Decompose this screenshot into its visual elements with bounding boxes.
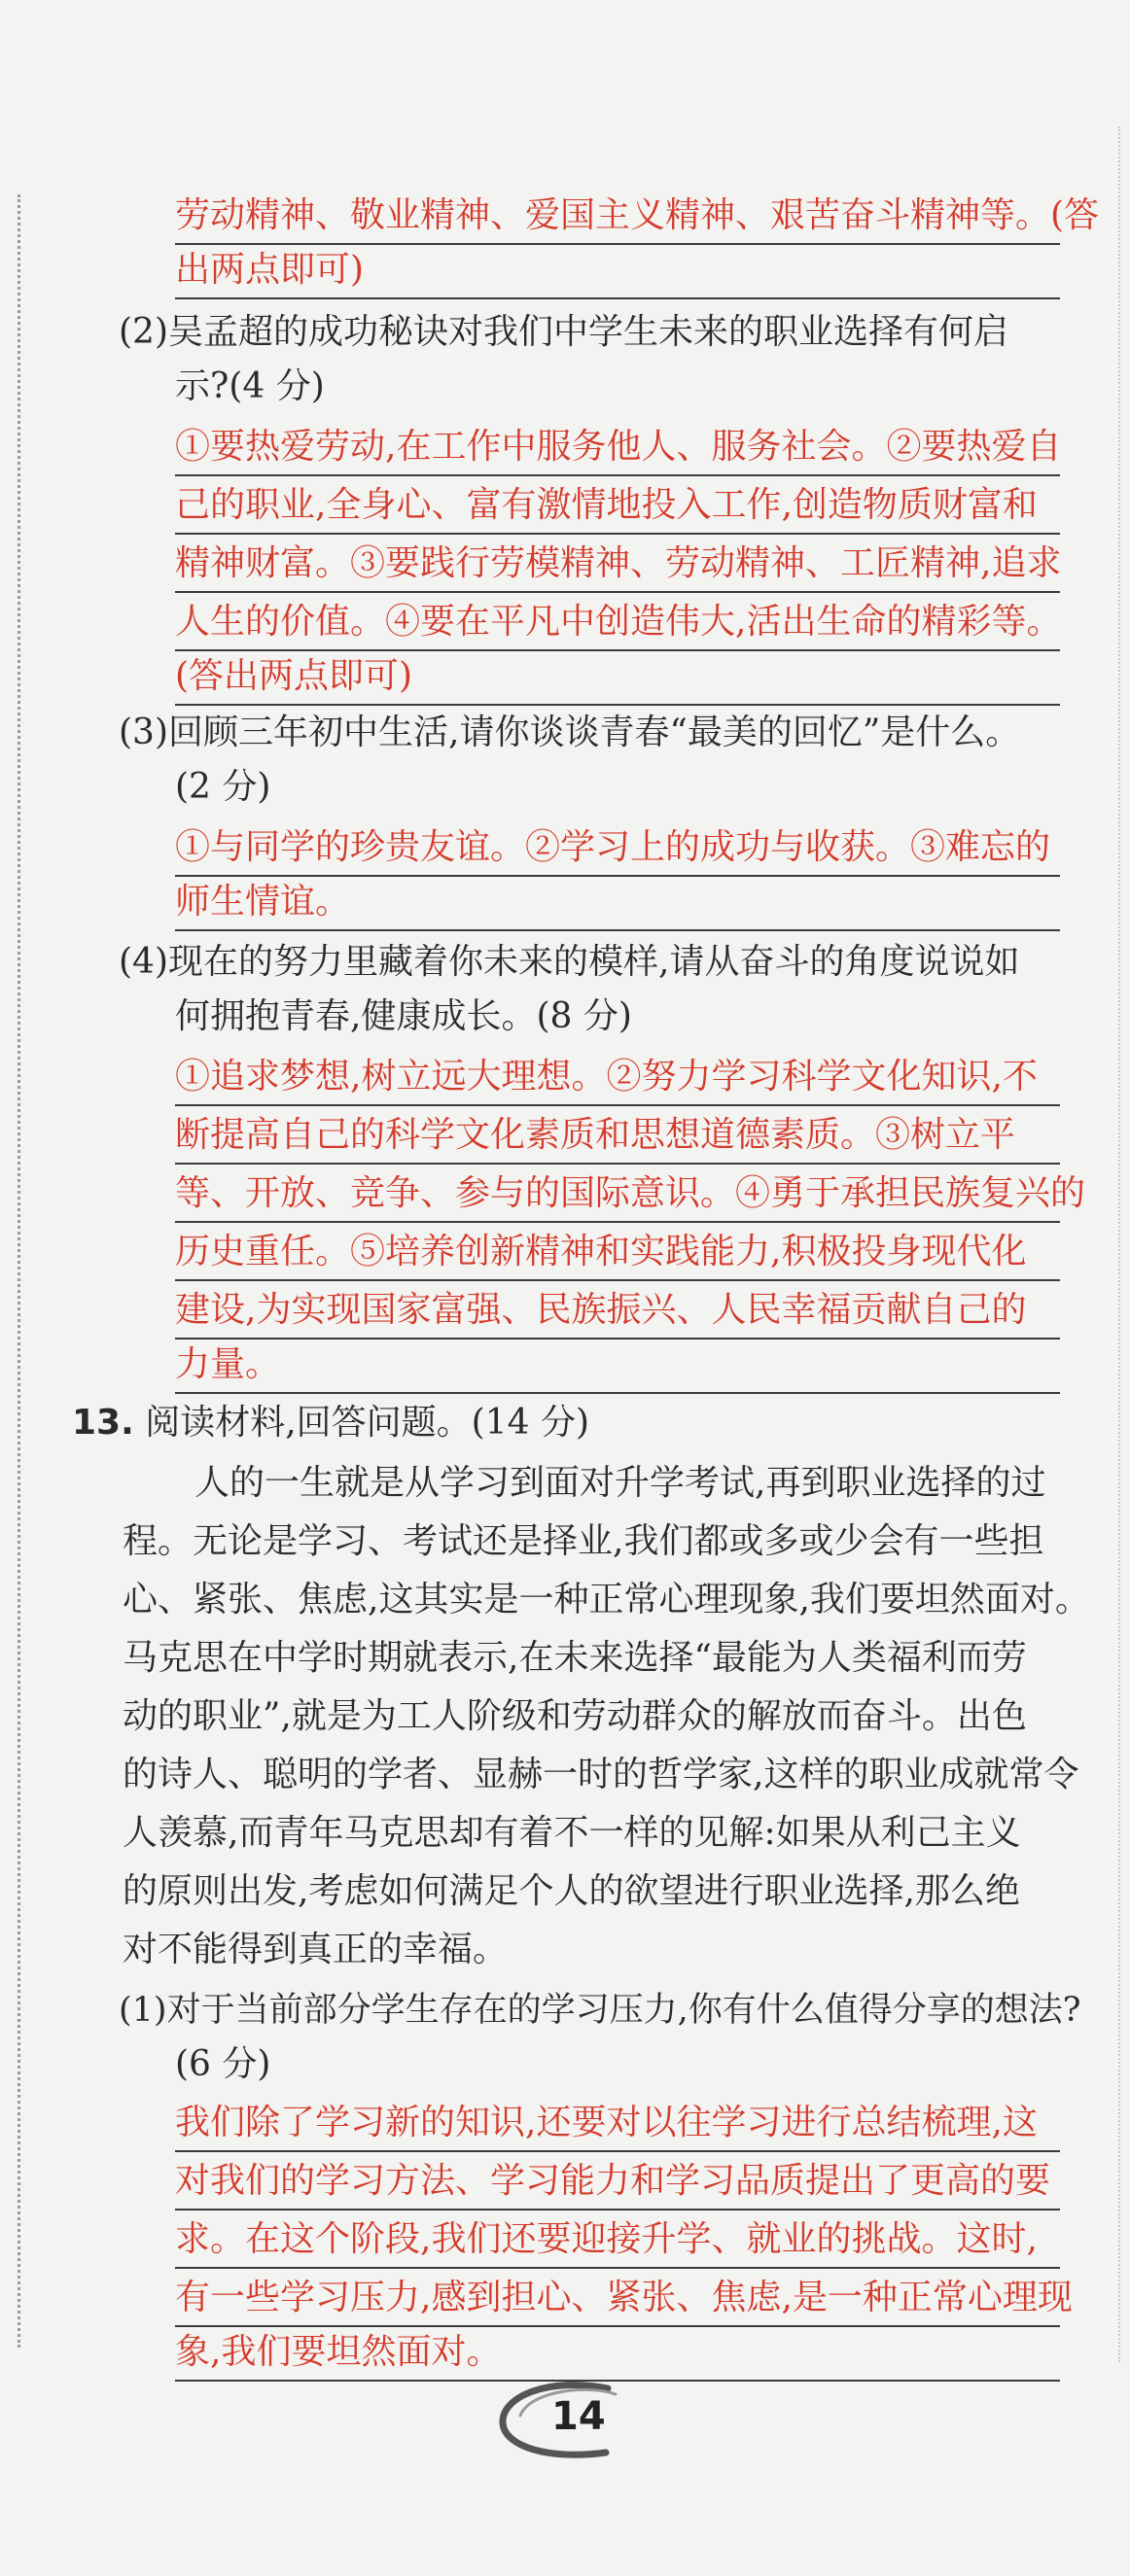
answer-line: 力量。	[175, 1341, 1060, 1394]
question-13-1-text: (6 分)	[175, 2044, 271, 2084]
answer-line: 对我们的学习方法、学习能力和学习品质提出了更高的要	[175, 2158, 1060, 2210]
question-title: 阅读材料,回答问题。(14 分)	[145, 1403, 590, 1443]
answer-line: 求。在这个阶段,我们还要迎接升学、就业的挑战。这时,	[175, 2216, 1060, 2269]
question-13-1-text: (1)对于当前部分学生存在的学习压力,你有什么值得分享的想法?	[119, 1991, 1081, 2030]
answer-line: 劳动精神、敬业精神、爱国主义精神、艰苦奋斗精神等。(答	[175, 192, 1060, 245]
answer-line: 象,我们要坦然面对。	[175, 2329, 1060, 2382]
passage-line: 马克思在中学时期就表示,在未来选择“最能为人类福利而劳	[123, 1638, 1027, 1678]
passage-line: 的原则出发,考虑如何满足个人的欲望进行职业选择,那么绝	[123, 1871, 1020, 1911]
answer-line: ①与同学的珍贵友谊。②学习上的成功与收获。③难忘的	[175, 824, 1060, 877]
page-number: 14	[551, 2394, 606, 2439]
answer-line: 等、开放、竞争、参与的国际意识。④勇于承担民族复兴的	[175, 1170, 1060, 1223]
passage-line: 的诗人、聪明的学者、显赫一时的哲学家,这样的职业成就常令	[123, 1755, 1079, 1794]
passage-line: 程。无论是学习、考试还是择业,我们都或多或少会有一些担	[123, 1521, 1044, 1561]
answer-line: 师生情谊。	[175, 879, 1060, 931]
right-edge-dashes	[1118, 126, 1120, 2362]
answer-line: 出两点即可)	[175, 247, 1060, 299]
passage-line: 人的一生就是从学习到面对升学考试,再到职业选择的过	[194, 1463, 1046, 1503]
answer-line: ①要热爱劳动,在工作中服务他人、服务社会。②要热爱自	[175, 424, 1060, 476]
answer-line: 建设,为实现国家富强、民族振兴、人民幸福贡献自己的	[175, 1287, 1060, 1340]
passage-line: 心、紧张、焦虑,这其实是一种正常心理现象,我们要坦然面对。	[123, 1580, 1090, 1619]
passage-line: 对不能得到真正的幸福。	[123, 1930, 509, 1969]
answer-line: 有一些学习压力,感到担心、紧张、焦虑,是一种正常心理现	[175, 2275, 1060, 2327]
question-4-text: (4)现在的努力里藏着你未来的模样,请从奋斗的角度说说如	[119, 942, 1020, 982]
answer-line: 历史重任。⑤培养创新精神和实践能力,积极投身现代化	[175, 1229, 1060, 1281]
passage-line: 人羡慕,而青年马克思却有着不一样的见解:如果从利己主义	[123, 1813, 1021, 1853]
answer-line: 我们除了学习新的知识,还要对以往学习进行总结梳理,这	[175, 2100, 1060, 2152]
answer-line: 断提高自己的科学文化素质和思想道德素质。③树立平	[175, 1112, 1060, 1165]
question-2-text: (2)吴孟超的成功秘诀对我们中学生未来的职业选择有何启	[119, 312, 1008, 352]
passage-line: 动的职业”,就是为工人阶级和劳动群众的解放而奋斗。出色	[123, 1696, 1027, 1736]
question-3-text: (2 分)	[175, 767, 271, 807]
page-number-badge	[491, 2377, 637, 2464]
answer-line: 人生的价值。④要在平凡中创造伟大,活出生命的精彩等。	[175, 599, 1060, 651]
binding-margin-dashes	[18, 194, 20, 2348]
answer-line: 己的职业,全身心、富有激情地投入工作,创造物质财富和	[175, 482, 1060, 535]
answer-line: ①追求梦想,树立远大理想。②努力学习科学文化知识,不	[175, 1054, 1060, 1106]
question-4-text: 何拥抱青春,健康成长。(8 分)	[175, 996, 632, 1036]
question-13-header	[72, 1400, 589, 1446]
question-2-text: 示?(4 分)	[175, 366, 325, 406]
question-3-text: (3)回顾三年初中生活,请你谈谈青春“最美的回忆”是什么。	[119, 713, 1021, 752]
answer-line: (答出两点即可)	[175, 653, 1060, 706]
answer-line: 精神财富。③要践行劳模精神、劳动精神、工匠精神,追求	[175, 540, 1060, 593]
question-number: 13.	[72, 1403, 134, 1443]
